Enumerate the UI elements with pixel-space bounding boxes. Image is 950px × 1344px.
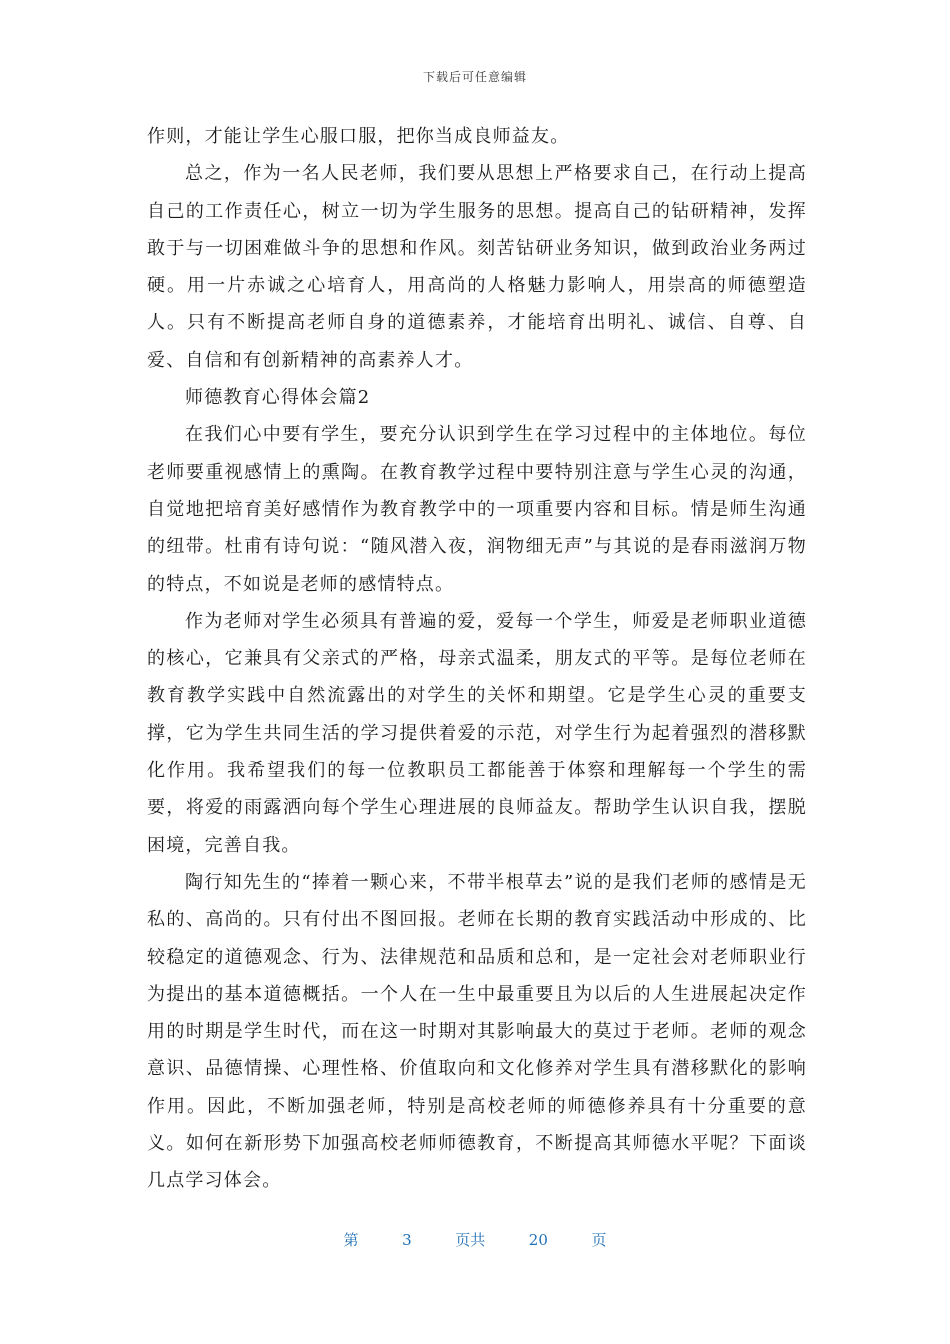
paragraph: 在我们心中要有学生，要充分认识到学生在学习过程中的主体地位。每位老师要重视感情上的熏陶。在教育教学过程中要特别注意与学生心灵的沟通，自觉地把培育美好感情作为教育教学中的一项重要内容和目标。情是师生沟通的纽带。杜甫有诗句说：“随风潜入夜，润物细无声”与其说的是春雨滋润万物的特点，不如说是老师的感情特点。 [147, 424, 807, 595]
page-middle: 页共 [455, 1231, 486, 1249]
paragraph: 陶行知先生的“捧着一颗心来，不带半根草去”说的是我们老师的感情是无私的、高尚的。只有付出不图回报。老师在长期的教育实践活动中形成的、比较稳定的道德观念、行为、法律规范和品质和总和，是一定社会对老师职业行为提出的基本道德概括。一个人在一生中最重要且为以后的人生进展起决定作用的时期是学生时代，而在这一时期对其影响最大的莫过于老师。老师的观念意识、品德情操、心理性格、价值取向和文化修养对学生具有潜移默化的影响作用。因此，不断加强老师，特别是高校老师的师德修养具有十分重要的意义。如何在新形势下加强高校老师师德教育，不断提高其师德水平呢？下面谈几点学习体会。 [147, 871, 807, 1192]
page-prefix: 第 [343, 1231, 359, 1249]
document-body [147, 118, 807, 1200]
section-heading: 师德教育心得体会篇2 [185, 387, 371, 409]
page-number-current: 3 [402, 1231, 412, 1249]
page-number-total: 20 [528, 1231, 548, 1249]
paragraph: 作为老师对学生必须具有普遍的爱，爱每一个学生，师爱是老师职业道德的核心，它兼具有父亲式的严格，母亲式温柔，朋友式的平等。是每位老师在教育教学实践中自然流露出的对学生的关怀和期望。它是学生心灵的重要支撑，它为学生共同生活的学习提供着爱的示范，对学生行为起着强烈的潜移默化作用。我希望我们的每一位教职员工都能善于体察和理解每一个学生的需要，将爱的雨露洒向每个学生心理进展的良师益友。帮助学生认识自我，摆脱困境，完善自我。 [147, 610, 807, 856]
paragraph: 总之，作为一名人民老师，我们要从思想上严格要求自己，在行动上提高自己的工作责任心，树立一切为学生服务的思想。提高自己的钻研精神，发挥敢于与一切困难做斗争的思想和作风。刻苦钻研业务知识，做到政治业务两过硬。用一片赤诚之心培育人，用高尚的人格魅力影响人，用崇高的师德塑造人。只有不断提高老师自身的道德素养，才能培育出明礼、诚信、自尊、自爱、自信和有创新精神的高素养人才。 [147, 163, 807, 371]
page-footer [0, 1229, 950, 1250]
page-header: 下载后可任意编辑 [422, 70, 527, 84]
page-suffix: 页 [591, 1231, 607, 1249]
paragraph: 作则，才能让学生心服口服，把你当成良师益友。 [147, 126, 570, 147]
